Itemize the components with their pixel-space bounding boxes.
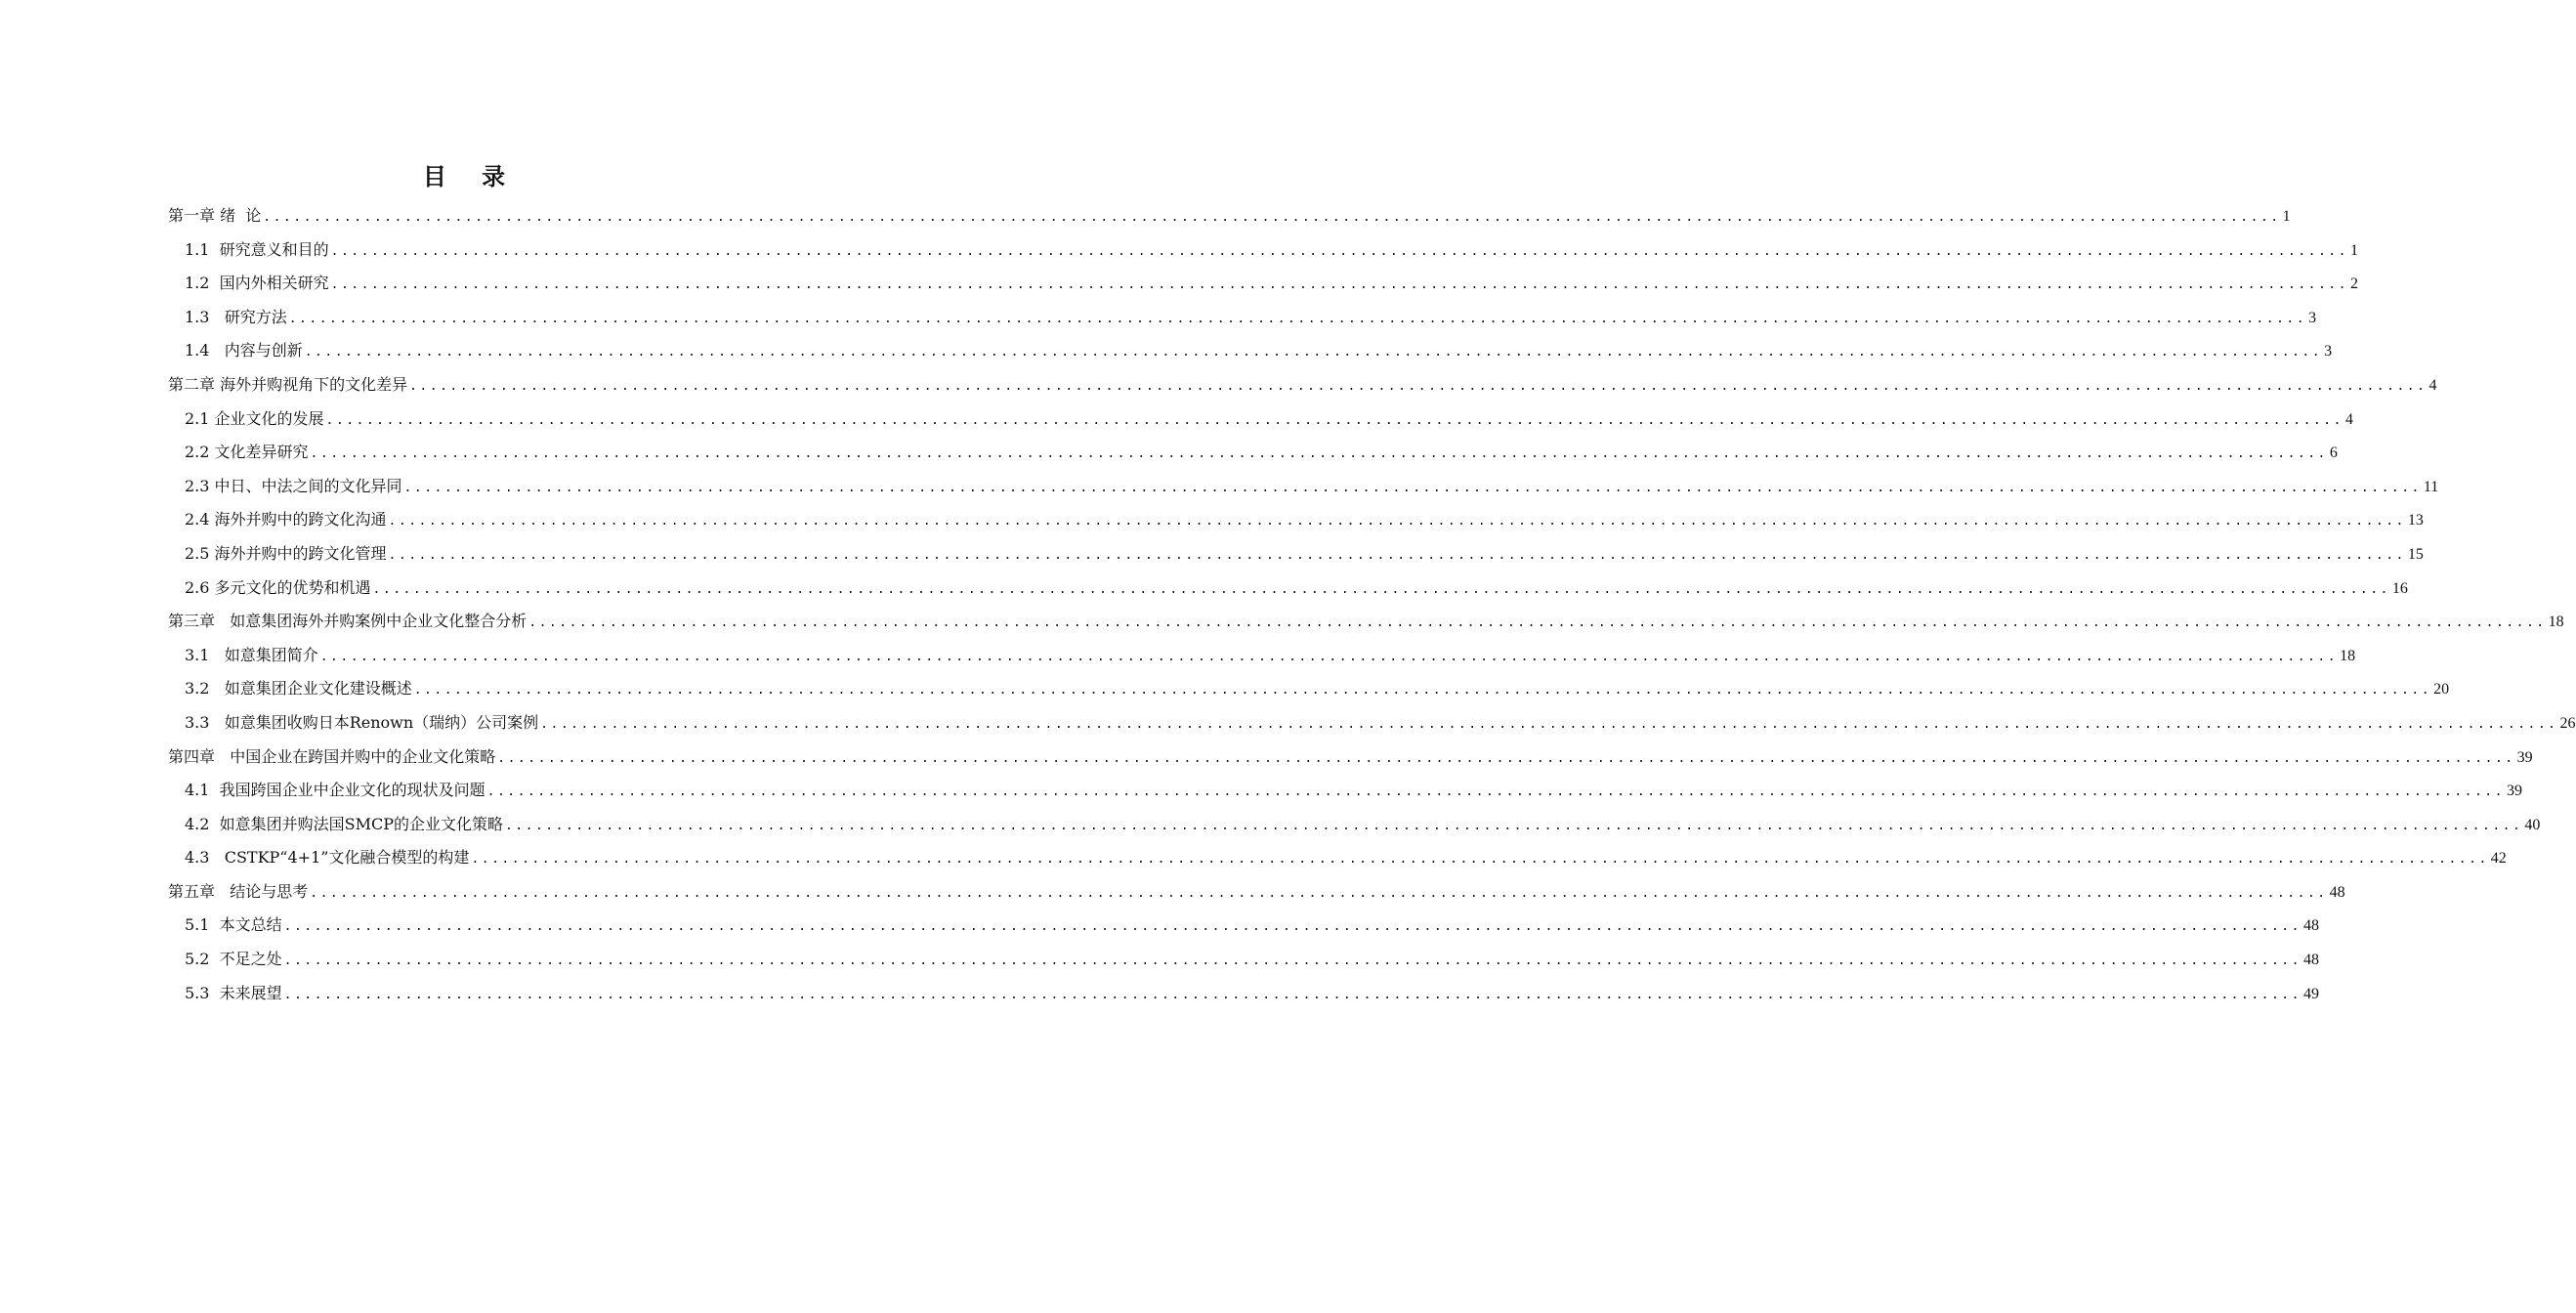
dot-leader: ........................................................................................................................................................................................................ bbox=[263, 210, 2281, 225]
toc-entry-label: 3.2 如意集团企业文化建设概述 bbox=[185, 679, 412, 699]
dot-leader: ........................................................................................................................................................................................................ bbox=[310, 446, 2328, 462]
dot-leader: ........................................................................................................................................................................................................ bbox=[497, 750, 2515, 766]
dot-leader: ........................................................................................................................................................................................................ bbox=[388, 514, 2406, 529]
toc-section-entry[interactable] bbox=[168, 402, 2353, 437]
dot-leader: ........................................................................................................................................................................................................ bbox=[471, 852, 2489, 868]
toc-section-entry[interactable] bbox=[168, 706, 2576, 741]
toc-page-number: 48 bbox=[2329, 883, 2345, 901]
toc-section-entry[interactable] bbox=[168, 639, 2356, 673]
toc-section-entry[interactable] bbox=[168, 503, 2424, 537]
dot-leader: ........................................................................................................................................................................................................ bbox=[528, 615, 2547, 631]
dot-leader: ........................................................................................................................................................................................................ bbox=[413, 683, 2432, 699]
toc-page-number: 1 bbox=[2282, 208, 2291, 225]
toc-entry-label: 2.4 海外并购中的跨文化沟通 bbox=[185, 510, 387, 529]
toc-page-number: 26 bbox=[2559, 714, 2576, 732]
page-title: 目 录 bbox=[422, 163, 520, 191]
toc-entry-label: 第一章 绪 论 bbox=[168, 206, 262, 225]
toc-section-entry[interactable] bbox=[168, 301, 2317, 335]
toc-entry-label: 2.3 中日、中法之间的文化异同 bbox=[185, 476, 402, 495]
toc-entry-label: 5.2 不足之处 bbox=[185, 950, 282, 969]
toc-chapter-entry[interactable] bbox=[168, 875, 2345, 910]
toc-entry-label: 4.3 CSTKP“4+1”文化融合模型的构建 bbox=[185, 848, 470, 868]
toc-page-number: 15 bbox=[2407, 545, 2424, 563]
toc-page-number: 2 bbox=[2349, 275, 2358, 293]
toc-section-entry[interactable] bbox=[168, 943, 2319, 977]
toc-entry-label: 1.2 国内外相关研究 bbox=[185, 274, 329, 293]
toc-page-number: 16 bbox=[2391, 579, 2408, 597]
dot-leader: ........................................................................................................................................................................................................ bbox=[540, 716, 2558, 732]
toc-page-number: 39 bbox=[2516, 748, 2533, 766]
toc-chapter-entry[interactable] bbox=[168, 741, 2533, 775]
toc-entry-label: 4.1 我国跨国企业中企业文化的现状及问题 bbox=[185, 781, 486, 800]
toc-section-entry[interactable] bbox=[168, 909, 2319, 943]
dot-leader: ........................................................................................................................................................................................................ bbox=[486, 784, 2505, 800]
toc-section-entry[interactable] bbox=[168, 436, 2338, 470]
toc-section-entry[interactable] bbox=[168, 470, 2439, 504]
toc-page-number: 20 bbox=[2433, 681, 2450, 699]
toc-entry-label: 5.1 本文总结 bbox=[185, 915, 282, 935]
dot-leader: ........................................................................................................................................................................................................ bbox=[388, 547, 2406, 563]
toc-page-number: 39 bbox=[2506, 783, 2522, 800]
toc-page-number: 40 bbox=[2524, 816, 2541, 833]
toc-chapter-entry[interactable] bbox=[168, 605, 2564, 639]
toc-section-entry[interactable] bbox=[168, 233, 2358, 268]
dot-leader: ........................................................................................................................................................................................................ bbox=[288, 311, 2307, 326]
dot-leader: ........................................................................................................................................................................................................ bbox=[372, 581, 2390, 597]
dot-leader: ........................................................................................................................................................................................................ bbox=[304, 345, 2323, 360]
toc-entry-label: 3.3 如意集团收购日本Renown（瑞纳）公司案例 bbox=[185, 712, 539, 732]
toc-section-entry[interactable] bbox=[168, 672, 2450, 706]
dot-leader: ........................................................................................................................................................................................................ bbox=[319, 649, 2339, 664]
toc-section-entry[interactable] bbox=[168, 977, 2319, 1011]
dot-leader: ........................................................................................................................................................................................................ bbox=[283, 953, 2302, 969]
toc-page-number: 48 bbox=[2302, 917, 2319, 935]
toc-section-entry[interactable] bbox=[168, 808, 2541, 842]
toc-entry-label: 2.5 海外并购中的跨文化管理 bbox=[185, 543, 387, 563]
toc-entry-label: 2.1 企业文化的发展 bbox=[185, 408, 324, 428]
dot-leader: ........................................................................................................................................................................................................ bbox=[409, 378, 2428, 394]
dot-leader: ........................................................................................................................................................................................................ bbox=[283, 987, 2302, 1002]
toc-entry-label: 第二章 海外并购视角下的文化差异 bbox=[168, 374, 408, 394]
toc-page-number: 48 bbox=[2302, 952, 2319, 969]
toc-page-number: 11 bbox=[2423, 478, 2439, 495]
table-of-contents bbox=[168, 199, 2576, 1010]
toc-page-number: 4 bbox=[2428, 376, 2437, 394]
toc-section-entry[interactable] bbox=[168, 841, 2507, 875]
toc-chapter-entry[interactable] bbox=[168, 199, 2291, 233]
toc-page-number: 1 bbox=[2349, 241, 2358, 259]
toc-page-number: 13 bbox=[2407, 512, 2424, 529]
toc-entry-label: 第五章 结论与思考 bbox=[168, 881, 309, 901]
toc-entry-label: 5.3 未来展望 bbox=[185, 983, 282, 1002]
toc-section-entry[interactable] bbox=[168, 572, 2408, 606]
toc-entry-label: 2.2 文化差异研究 bbox=[185, 443, 309, 462]
toc-page-number: 18 bbox=[2340, 647, 2356, 664]
toc-entry-label: 3.1 如意集团简介 bbox=[185, 645, 318, 664]
toc-page-number: 42 bbox=[2490, 850, 2507, 868]
toc-entry-label: 1.4 内容与创新 bbox=[185, 341, 303, 360]
dot-leader: ........................................................................................................................................................................................................ bbox=[330, 243, 2348, 259]
toc-section-entry[interactable] bbox=[168, 774, 2522, 808]
toc-entry-label: 第三章 如意集团海外并购案例中企业文化整合分析 bbox=[168, 612, 528, 631]
toc-entry-label: 4.2 如意集团并购法国SMCP的企业文化策略 bbox=[185, 814, 503, 833]
toc-page-number: 3 bbox=[2308, 309, 2317, 326]
toc-page-number: 4 bbox=[2344, 410, 2353, 428]
toc-entry-label: 1.3 研究方法 bbox=[185, 307, 287, 326]
toc-chapter-entry[interactable] bbox=[168, 368, 2437, 402]
dot-leader: ........................................................................................................................................................................................................ bbox=[310, 885, 2328, 901]
toc-entry-label: 第四章 中国企业在跨国并购中的企业文化策略 bbox=[168, 746, 496, 766]
toc-section-entry[interactable] bbox=[168, 267, 2358, 301]
toc-section-entry[interactable] bbox=[168, 537, 2424, 572]
toc-page-number: 49 bbox=[2302, 985, 2319, 1002]
toc-page-number: 18 bbox=[2548, 614, 2564, 631]
toc-section-entry[interactable] bbox=[168, 334, 2333, 368]
toc-page-number: 3 bbox=[2324, 343, 2333, 360]
dot-leader: ........................................................................................................................................................................................................ bbox=[403, 480, 2422, 495]
dot-leader: ........................................................................................................................................................................................................ bbox=[325, 412, 2344, 428]
toc-entry-label: 2.6 多元文化的优势和机遇 bbox=[185, 577, 371, 597]
dot-leader: ........................................................................................................................................................................................................ bbox=[504, 818, 2523, 833]
dot-leader: ........................................................................................................................................................................................................ bbox=[330, 277, 2348, 293]
toc-page-number: 6 bbox=[2329, 445, 2338, 462]
dot-leader: ........................................................................................................................................................................................................ bbox=[283, 919, 2302, 935]
toc-entry-label: 1.1 研究意义和目的 bbox=[185, 239, 329, 259]
